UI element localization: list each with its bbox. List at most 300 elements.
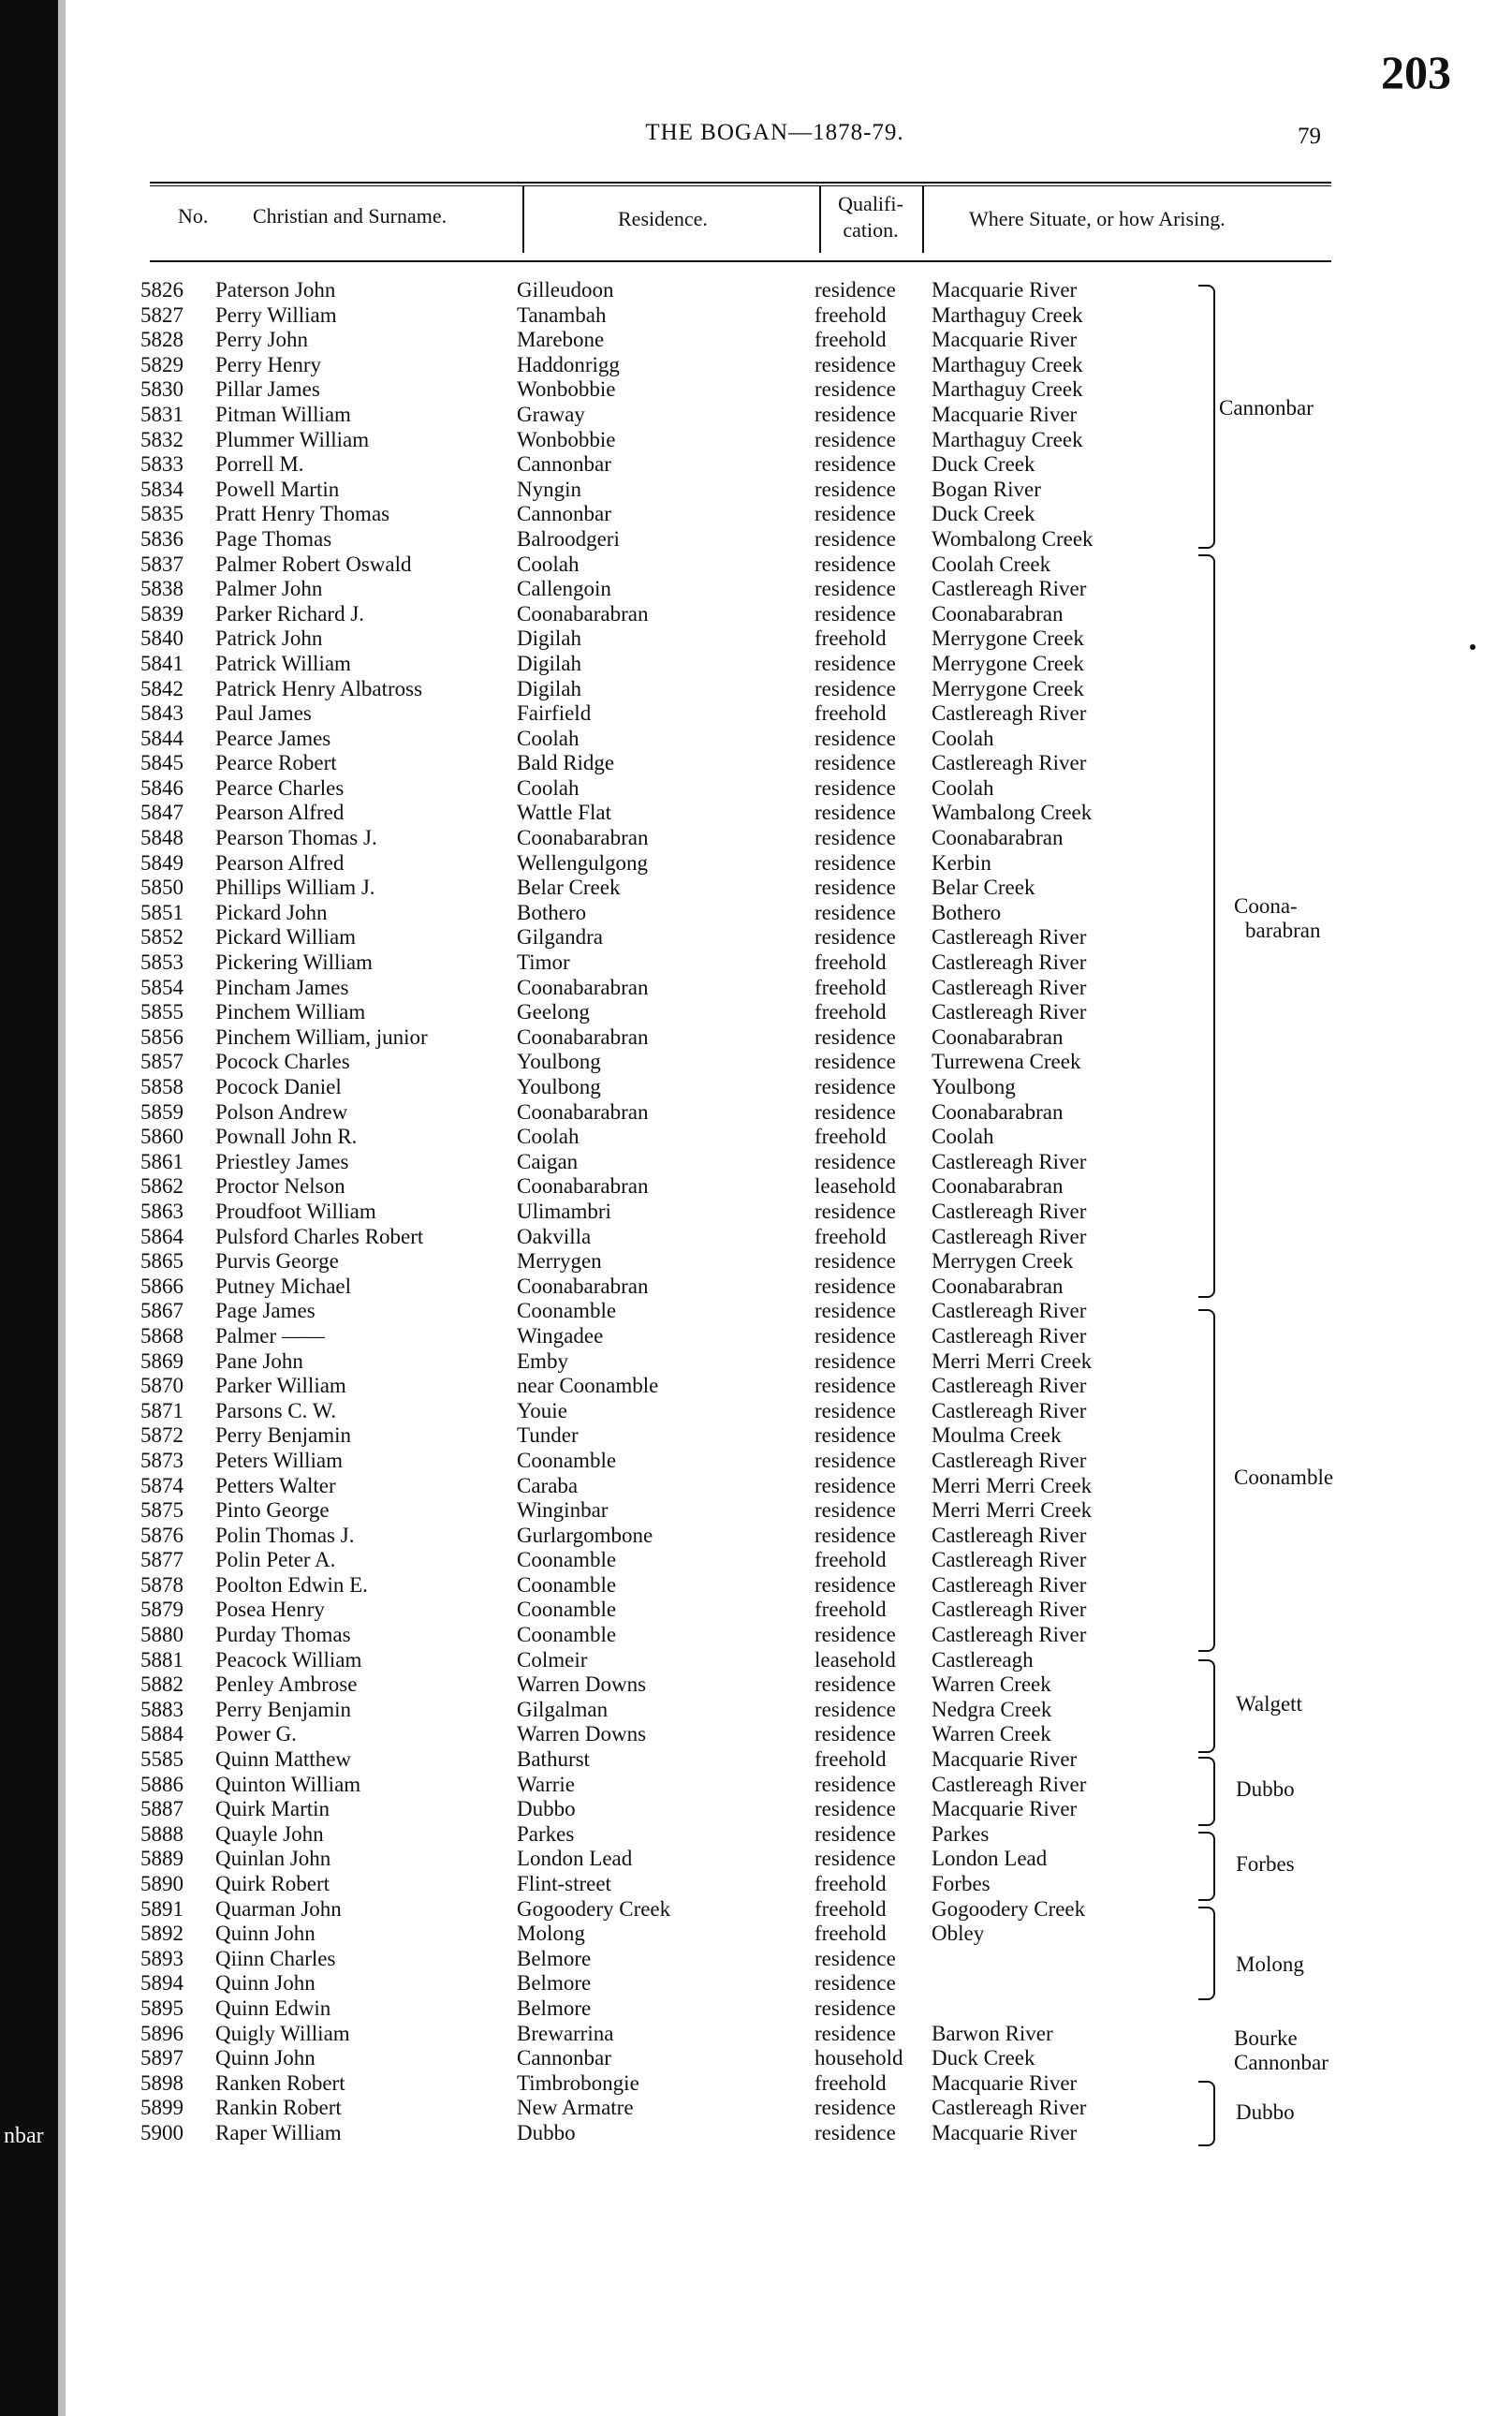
qualification: residence — [815, 278, 896, 302]
voter-name: Pearce Charles — [215, 775, 345, 800]
residence: Geelong — [517, 1000, 590, 1024]
qualification: residence — [815, 676, 896, 700]
voter-name: Purday Thomas — [215, 1623, 351, 1647]
residence: Colmeir — [517, 1647, 588, 1672]
district-label-cannonbar-2: Cannonbar — [1234, 2051, 1329, 2074]
where-situate: Castlereagh River — [932, 701, 1087, 726]
where-situate: London Lead — [932, 1847, 1048, 1871]
residence: Digilah — [517, 626, 581, 651]
page-number: 79 — [1298, 124, 1321, 149]
where-situate: Bogan River — [932, 477, 1041, 501]
voter-name: Powell Martin — [215, 477, 340, 501]
voter-name: Pearce Robert — [215, 751, 337, 775]
table-row — [0, 1374, 1512, 1399]
qualification: residence — [815, 402, 896, 426]
entry-number: 5835 — [140, 502, 183, 526]
district-label-coonabarabran-2: barabran — [1245, 919, 1321, 942]
qualification: freehold — [815, 1922, 887, 1946]
qualification: residence — [815, 1946, 896, 1970]
entry-number: 5859 — [140, 1099, 183, 1124]
residence: Gurlargombone — [517, 1523, 653, 1547]
entry-number: 5879 — [140, 1598, 183, 1622]
entry-number: 5900 — [140, 2120, 183, 2144]
table-row — [0, 1174, 1512, 1200]
qualification: residence — [815, 900, 896, 924]
table-row — [0, 1125, 1512, 1150]
residence: Coonamble — [517, 1548, 617, 1572]
where-situate: Duck Creek — [932, 2046, 1035, 2070]
entry-number: 5874 — [140, 1473, 183, 1497]
where-situate: Coolah — [932, 726, 994, 750]
where-situate: Duck Creek — [932, 502, 1035, 526]
table-row — [0, 552, 1512, 578]
qualification: freehold — [815, 1598, 887, 1622]
entry-number: 5883 — [140, 1697, 183, 1721]
entry-number: 5856 — [140, 1024, 183, 1049]
header-no: No. — [178, 204, 209, 228]
entry-number: 5872 — [140, 1423, 183, 1448]
where-situate: Coonabarabran — [932, 601, 1064, 626]
where-situate: Nedgra Creek — [932, 1697, 1052, 1721]
where-situate: Barwon River — [932, 2021, 1053, 2045]
table-row — [0, 751, 1512, 776]
table-row — [0, 278, 1512, 303]
where-situate: Coonabarabran — [932, 826, 1064, 850]
qualification: residence — [815, 876, 896, 900]
where-situate: Merri Merri Creek — [932, 1348, 1093, 1373]
residence: Flint-street — [517, 1872, 611, 1895]
entry-number: 5854 — [140, 975, 183, 999]
voter-name: Quirk Robert — [215, 1872, 330, 1895]
voter-name: Pinchem William — [215, 1000, 366, 1024]
header-name: Christian and Surname. — [253, 204, 448, 228]
entry-number: 5876 — [140, 1523, 183, 1547]
qualification: freehold — [815, 1872, 887, 1895]
entry-number: 5585 — [140, 1747, 183, 1772]
entry-number: 5848 — [140, 826, 183, 850]
where-situate: Moulma Creek — [932, 1423, 1062, 1448]
voter-name: Patrick William — [215, 651, 351, 675]
column-separator — [819, 185, 821, 253]
table-row — [0, 1150, 1512, 1175]
where-situate: Obley — [932, 1922, 985, 1946]
table-row — [0, 1822, 1512, 1848]
where-situate: Castlereagh River — [932, 1523, 1087, 1547]
voter-name: Quayle John — [215, 1821, 324, 1846]
table-row — [0, 1722, 1512, 1747]
district-brace-coonamble — [1198, 1309, 1215, 1652]
qualification: freehold — [815, 975, 887, 999]
where-situate: Castlereagh River — [932, 1448, 1087, 1472]
district-label-forbes: Forbes — [1236, 1852, 1295, 1876]
where-situate: Castlereagh River — [932, 577, 1087, 601]
where-situate: Castlereagh River — [932, 1772, 1087, 1796]
residence: Timbrobongie — [517, 2070, 639, 2095]
qualification: residence — [815, 1523, 896, 1547]
table-row — [0, 1249, 1512, 1274]
residence: Tanambah — [517, 302, 607, 327]
residence: Cannonbar — [517, 502, 611, 526]
where-situate: Marthaguy Creek — [932, 352, 1083, 376]
voter-name: Pillar James — [215, 377, 320, 402]
qualification: freehold — [815, 328, 887, 352]
voter-name: Peacock William — [215, 1647, 362, 1672]
voter-name: Parker William — [215, 1374, 346, 1398]
table-row — [0, 1548, 1512, 1573]
where-situate: Wombalong Creek — [932, 526, 1094, 551]
entry-number: 5871 — [140, 1398, 183, 1422]
voter-name: Patrick John — [215, 626, 323, 651]
table-row — [0, 478, 1512, 503]
where-situate: Merrygone Creek — [932, 651, 1084, 675]
voter-name: Quinton William — [215, 1772, 361, 1796]
residence: Coonabarabran — [517, 826, 649, 850]
entry-number: 5896 — [140, 2021, 183, 2045]
residence: Coonabarabran — [517, 1274, 649, 1298]
entry-number: 5898 — [140, 2070, 183, 2095]
header-rule-bottom — [150, 260, 1331, 262]
qualification: residence — [815, 1075, 896, 1098]
qualification: residence — [815, 1249, 896, 1274]
table-row — [0, 727, 1512, 752]
table-row — [0, 826, 1512, 851]
residence: Coolah — [517, 1125, 580, 1149]
residence: Coonabarabran — [517, 1024, 649, 1049]
entry-number: 5846 — [140, 775, 183, 800]
residence: Graway — [517, 402, 585, 426]
folio-number: 203 — [1381, 46, 1451, 98]
where-situate: Castlereagh River — [932, 1224, 1087, 1248]
residence: Coonamble — [517, 1448, 617, 1472]
qualification: freehold — [815, 2070, 887, 2095]
table-row — [0, 1100, 1512, 1126]
residence: Wattle Flat — [517, 801, 611, 825]
qualification: freehold — [815, 701, 887, 726]
residence: Wonbobbie — [517, 427, 616, 451]
where-situate: Marthaguy Creek — [932, 377, 1083, 402]
entry-number: 5853 — [140, 950, 183, 975]
table-row — [0, 851, 1512, 877]
entry-number: 5858 — [140, 1075, 183, 1098]
district-label-dubbo-1: Dubbo — [1236, 1777, 1295, 1801]
district-brace-forbes — [1198, 1832, 1215, 1901]
qualification: residence — [815, 1374, 896, 1398]
where-situate: Merrygen Creek — [932, 1249, 1074, 1274]
qualification: residence — [815, 726, 896, 750]
table-row — [0, 1050, 1512, 1075]
voter-name: Perry John — [215, 328, 309, 352]
where-situate: Kerbin — [932, 850, 991, 875]
voter-name: Pearce James — [215, 726, 331, 750]
voter-name: Quinn John — [215, 2046, 316, 2070]
entry-number: 5833 — [140, 452, 183, 477]
voter-name: Palmer —— — [215, 1323, 325, 1348]
district-label-cannonbar: Cannonbar — [1219, 396, 1314, 420]
qualification: residence — [815, 552, 896, 576]
where-situate: Bothero — [932, 900, 1002, 924]
voter-name: Quinlan John — [215, 1847, 331, 1871]
table-row — [0, 976, 1512, 1001]
entry-number: 5861 — [140, 1149, 183, 1173]
qualification: residence — [815, 1299, 896, 1323]
voter-name: Pownall John R. — [215, 1125, 358, 1149]
qualification: residence — [815, 526, 896, 551]
residence: Belmore — [517, 1946, 592, 1970]
entry-number: 5882 — [140, 1672, 183, 1697]
where-situate: Castlereagh River — [932, 1199, 1087, 1223]
entry-number: 5865 — [140, 1249, 183, 1274]
residence: Youlbong — [517, 1050, 601, 1074]
residence: Oakvilla — [517, 1224, 592, 1248]
qualification: residence — [815, 1473, 896, 1497]
voter-name: Polson Andrew — [215, 1099, 348, 1124]
residence: Bothero — [517, 900, 587, 924]
entry-number: 5826 — [140, 278, 183, 302]
page-title: THE BOGAN—1878-79. — [645, 120, 904, 145]
residence: Ulimambri — [517, 1199, 611, 1223]
qualification: residence — [815, 427, 896, 451]
district-brace-dubbo-2 — [1198, 2081, 1215, 2146]
residence: Youie — [517, 1398, 567, 1422]
voter-name: Ranken Robert — [215, 2070, 345, 2095]
qualification: residence — [815, 1572, 896, 1597]
where-situate: Merrygone Creek — [932, 626, 1084, 651]
entry-number: 5828 — [140, 328, 183, 352]
voter-name: Quinn John — [215, 1922, 316, 1946]
entry-number: 5837 — [140, 552, 183, 576]
residence: Bald Ridge — [517, 751, 615, 775]
entry-number: 5899 — [140, 2096, 183, 2120]
residence: London Lead — [517, 1847, 633, 1871]
table-row — [0, 1075, 1512, 1100]
column-separator — [922, 185, 924, 253]
voter-name: Pinchem William, junior — [215, 1024, 428, 1049]
where-situate: Coonabarabran — [932, 1099, 1064, 1124]
entry-number: 5897 — [140, 2046, 183, 2070]
residence: Winginbar — [517, 1498, 609, 1523]
residence: Belar Creek — [517, 876, 621, 900]
residence: Merrygen — [517, 1249, 602, 1274]
table-row — [0, 1747, 1512, 1773]
entry-number: 5834 — [140, 477, 183, 501]
where-situate: Coolah — [932, 1125, 994, 1149]
voter-name: Posea Henry — [215, 1598, 325, 1622]
entry-number: 5881 — [140, 1647, 183, 1672]
qualification: residence — [815, 1722, 896, 1746]
table-row — [0, 328, 1512, 353]
table-row — [0, 652, 1512, 677]
entry-number: 5852 — [140, 925, 183, 950]
where-situate: Castlereagh — [932, 1647, 1034, 1672]
entry-number: 5887 — [140, 1797, 183, 1821]
qualification: freehold — [815, 1000, 887, 1024]
residence: Emby — [517, 1348, 568, 1373]
voter-name: Pitman William — [215, 402, 351, 426]
voter-name: Proudfoot William — [215, 1199, 376, 1223]
residence: Wonbobbie — [517, 377, 616, 402]
district-label-bourke: Bourke — [1234, 2026, 1298, 2050]
residence: Brewarrina — [517, 2021, 614, 2045]
qualification: residence — [815, 1099, 896, 1124]
voter-name: Palmer John — [215, 577, 323, 601]
where-situate: Coonabarabran — [932, 1174, 1064, 1199]
entry-number: 5864 — [140, 1224, 183, 1248]
qualification: freehold — [815, 1224, 887, 1248]
header-rule-top — [150, 182, 1331, 184]
residence: Warren Downs — [517, 1672, 647, 1697]
voter-name: Quinn Matthew — [215, 1747, 352, 1772]
table-row — [0, 1025, 1512, 1051]
entry-number: 5832 — [140, 427, 183, 451]
where-situate: Warren Creek — [932, 1672, 1051, 1697]
entry-number: 5839 — [140, 601, 183, 626]
where-situate: Castlereagh River — [932, 1374, 1087, 1398]
entry-number: 5831 — [140, 402, 183, 426]
where-situate: Merri Merri Creek — [932, 1498, 1093, 1523]
where-situate: Castlereagh River — [932, 925, 1087, 950]
where-situate: Coonabarabran — [932, 1024, 1064, 1049]
table-row — [0, 1399, 1512, 1424]
table-row — [0, 776, 1512, 802]
table-row — [0, 1573, 1512, 1598]
residence: Gilgandra — [517, 925, 603, 950]
qualification: residence — [815, 1672, 896, 1697]
where-situate: Coolah — [932, 775, 994, 800]
residence: Balroodgeri — [517, 526, 620, 551]
header-where-situate: Where Situate, or how Arising. — [969, 207, 1226, 230]
voter-name: Petters Walter — [215, 1473, 336, 1497]
voter-name: Raper William — [215, 2120, 342, 2144]
qualification: leasehold — [815, 1174, 896, 1199]
district-label-molong: Molong — [1236, 1952, 1304, 1976]
qualification: household — [815, 2046, 903, 2070]
where-situate: Merrygone Creek — [932, 676, 1084, 700]
voter-name: Pinto George — [215, 1498, 330, 1523]
entry-number: 5888 — [140, 1821, 183, 1846]
entry-number: 5878 — [140, 1572, 183, 1597]
voter-name: Perry Benjamin — [215, 1423, 351, 1448]
where-situate: Wambalong Creek — [932, 801, 1093, 825]
voter-name: Quigly William — [215, 2021, 350, 2045]
qualification: residence — [815, 1274, 896, 1298]
qualification: residence — [815, 1398, 896, 1422]
entry-number: 5890 — [140, 1872, 183, 1895]
entry-number: 5868 — [140, 1323, 183, 1348]
voter-name: Quirk Martin — [215, 1797, 330, 1821]
where-situate: Castlereagh River — [932, 2096, 1087, 2120]
voter-name: Qiinn Charles — [215, 1946, 336, 1970]
qualification: residence — [815, 1423, 896, 1448]
voter-name: Pearson Thomas J. — [215, 826, 377, 850]
where-situate: Castlereagh River — [932, 1398, 1087, 1422]
where-situate: Castlereagh River — [932, 1323, 1087, 1348]
table-row — [0, 950, 1512, 976]
qualification: freehold — [815, 1896, 887, 1921]
entry-number: 5875 — [140, 1498, 183, 1523]
residence: Warren Downs — [517, 1722, 647, 1746]
qualification: residence — [815, 577, 896, 601]
residence: Belmore — [517, 1996, 592, 2020]
voter-name: Purvis George — [215, 1249, 339, 1274]
table-row — [0, 1598, 1512, 1623]
residence: Warrie — [517, 1772, 575, 1796]
where-situate: Forbes — [932, 1872, 991, 1895]
where-situate: Castlereagh River — [932, 1548, 1087, 1572]
where-situate: Marthaguy Creek — [932, 427, 1083, 451]
qualification: residence — [815, 775, 896, 800]
entry-number: 5847 — [140, 801, 183, 825]
entry-number: 5867 — [140, 1299, 183, 1323]
where-situate: Castlereagh River — [932, 1598, 1087, 1622]
qualification: residence — [815, 925, 896, 950]
voter-name: Rankin Robert — [215, 2096, 342, 2120]
qualification: residence — [815, 452, 896, 477]
table-row — [0, 1922, 1512, 1947]
table-row — [0, 602, 1512, 627]
qualification: residence — [815, 1024, 896, 1049]
where-situate: Parkes — [932, 1821, 990, 1846]
table-row — [0, 1274, 1512, 1300]
qualification: residence — [815, 1498, 896, 1523]
residence: Wingadee — [517, 1323, 604, 1348]
voter-name: Power G. — [215, 1722, 297, 1746]
voter-name: Pickard William — [215, 925, 357, 950]
voter-name: Plummer William — [215, 427, 370, 451]
qualification: residence — [815, 751, 896, 775]
qualification: residence — [815, 477, 896, 501]
residence: Coonamble — [517, 1299, 617, 1323]
entry-number: 5844 — [140, 726, 183, 750]
district-brace-dubbo — [1198, 1757, 1215, 1826]
residence: Caigan — [517, 1149, 579, 1173]
table-row — [0, 353, 1512, 378]
voter-name: Page Thomas — [215, 526, 332, 551]
adjacent-page-fragment: nbar — [4, 2124, 44, 2148]
where-situate: Marthaguy Creek — [932, 302, 1083, 327]
residence: Callengoin — [517, 577, 611, 601]
where-situate: Castlereagh River — [932, 1000, 1087, 1024]
entry-number: 5830 — [140, 377, 183, 402]
entry-number: 5838 — [140, 577, 183, 601]
entry-number: 5889 — [140, 1847, 183, 1871]
voter-name: Pocock Charles — [215, 1050, 350, 1074]
residence: Wellengulgong — [517, 850, 648, 875]
qualification: freehold — [815, 302, 887, 327]
district-brace-cannonbar — [1198, 285, 1215, 549]
voter-name: Perry Benjamin — [215, 1697, 351, 1721]
where-situate: Macquarie River — [932, 402, 1078, 426]
voter-name: Pincham James — [215, 975, 349, 999]
residence: Youlbong — [517, 1075, 601, 1098]
entry-number: 5841 — [140, 651, 183, 675]
residence: Digilah — [517, 651, 581, 675]
where-situate: Macquarie River — [932, 1797, 1078, 1821]
voter-name: Perry Henry — [215, 352, 322, 376]
voter-name: Quarman John — [215, 1896, 342, 1921]
table-row — [0, 1498, 1512, 1524]
table-row — [0, 1996, 1512, 2022]
qualification: residence — [815, 850, 896, 875]
district-brace-coonabarabran — [1198, 554, 1215, 1298]
qualification: residence — [815, 1448, 896, 1472]
qualification: freehold — [815, 1548, 887, 1572]
qualification: residence — [815, 1149, 896, 1173]
residence: Cannonbar — [517, 2046, 611, 2070]
where-situate: Castlereagh River — [932, 1299, 1087, 1323]
voter-name: Proctor Nelson — [215, 1174, 345, 1199]
voter-name: Quinn John — [215, 1971, 316, 1996]
where-situate: Castlereagh River — [932, 1149, 1087, 1173]
